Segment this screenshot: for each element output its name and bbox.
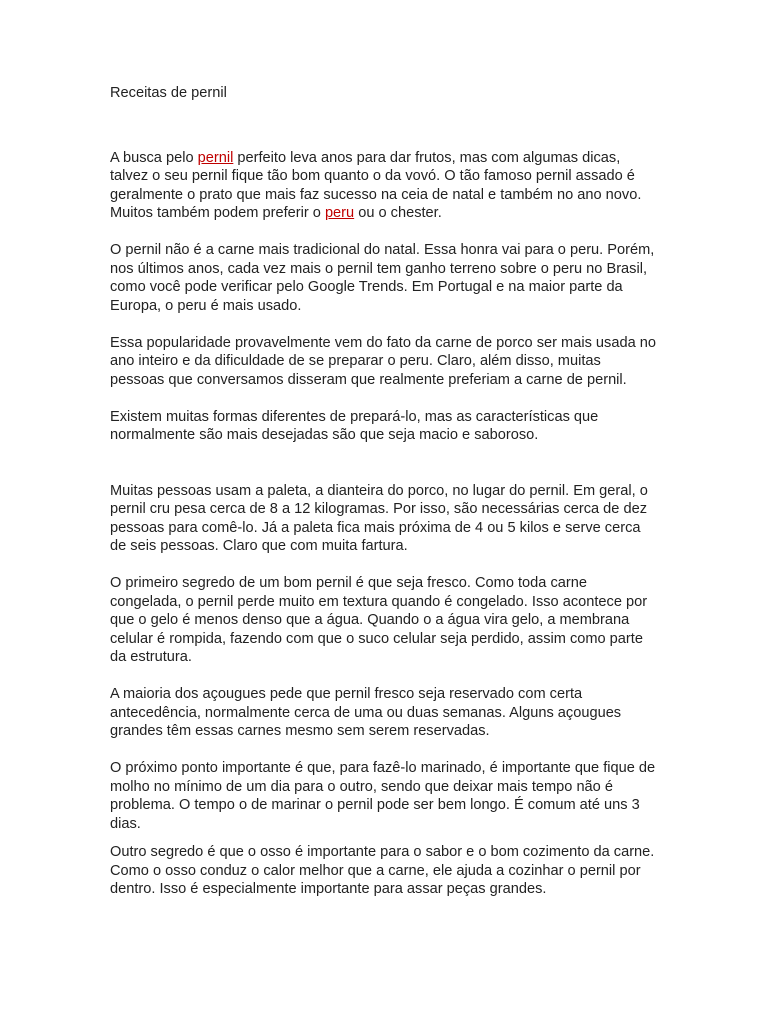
paragraph-bone: Outro segredo é que o osso é importante para o sabor e o bom cozimento da carne. Como o osso conduz o calor melhor que a carne, ele ajuda a cozinhar o pernil por dentro. Isso é especialmente importante para assar peças grandes. [110, 844, 655, 897]
document-title: Receitas de pernil [110, 85, 227, 101]
paragraph-popularity: Essa popularidade provavelmente vem do fato da carne de porco ser mais usada no ano inteiro e da dificuldade de se preparar o peru. Claro, além disso, muitas pessoas que conversamos disseram que realmente preferiam a carne de pernil. [110, 334, 656, 388]
paragraph-marinade: O próximo ponto importante é que, para fazê-lo marinado, é importante que fique de molho no mínimo de um dia para o outro, sendo que deixar mais tempo não é problema. O tempo o de marinar o pernil pode ser bem longo. É comum até uns 3 dias. [110, 760, 656, 832]
paragraph-preparation: Existem muitas formas diferentes de prepará-lo, mas as características que normalmente são mais desejadas são que seja macio e saboroso. [110, 408, 599, 443]
paragraph-intro [110, 149, 658, 223]
paragraph-text: ou o chester. [354, 205, 442, 221]
paragraph-tradition: O pernil não é a carne mais tradicional do natal. Essa honra vai para o peru. Porém, nos últimos anos, cada vez mais o pernil tem ganho terreno sobre o peru no Brasil, como você pode verificar pelo Google Trends. Em Portugal e na maior parte da Europa, o peru é mais usado. [110, 242, 655, 314]
paragraph-butchers: A maioria dos açougues pede que pernil fresco seja reservado com certa antecedência, normalmente cerca de uma ou duas semanas. Alguns açougues grandes têm essas carnes mesmo sem serem reservadas. [110, 686, 622, 739]
peru-link[interactable]: peru [324, 205, 355, 221]
paragraph-paleta: Muitas pessoas usam a paleta, a dianteira do porco, no lugar do pernil. Em geral, o pernil cru pesa cerca de 8 a 12 kilogramas. Por isso, são necessárias cerca de dez pessoas para comê-lo. Já a paleta fica mais próxima de 4 ou 5 kilos e serve cerca de seis pessoas. Claro que com muita fartura. [110, 482, 648, 554]
paragraph-text: perfeito leva anos para dar frutos, mas com algumas dicas, talvez o seu pernil fique tão bom quanto o da vovó. O tão famoso pernil assado é geralmente o prato que mais faz sucesso na ceia de natal e também no ano novo. Muitos também podem preferir o [110, 149, 642, 221]
paragraph-fresh: O primeiro segredo de um bom pernil é que seja fresco. Como toda carne congelada, o pernil perde muito em textura quando é congelado. Isso acontece por que o gelo é menos denso que a água. Quando o a água vira gelo, a membrana celular é rompida, fazendo com que o suco celular seja perdido, assim como parte da estrutura. [110, 575, 648, 665]
document-page [110, 84, 658, 917]
pernil-link[interactable]: pernil [197, 149, 234, 166]
paragraph-text: A busca pelo [110, 149, 198, 166]
